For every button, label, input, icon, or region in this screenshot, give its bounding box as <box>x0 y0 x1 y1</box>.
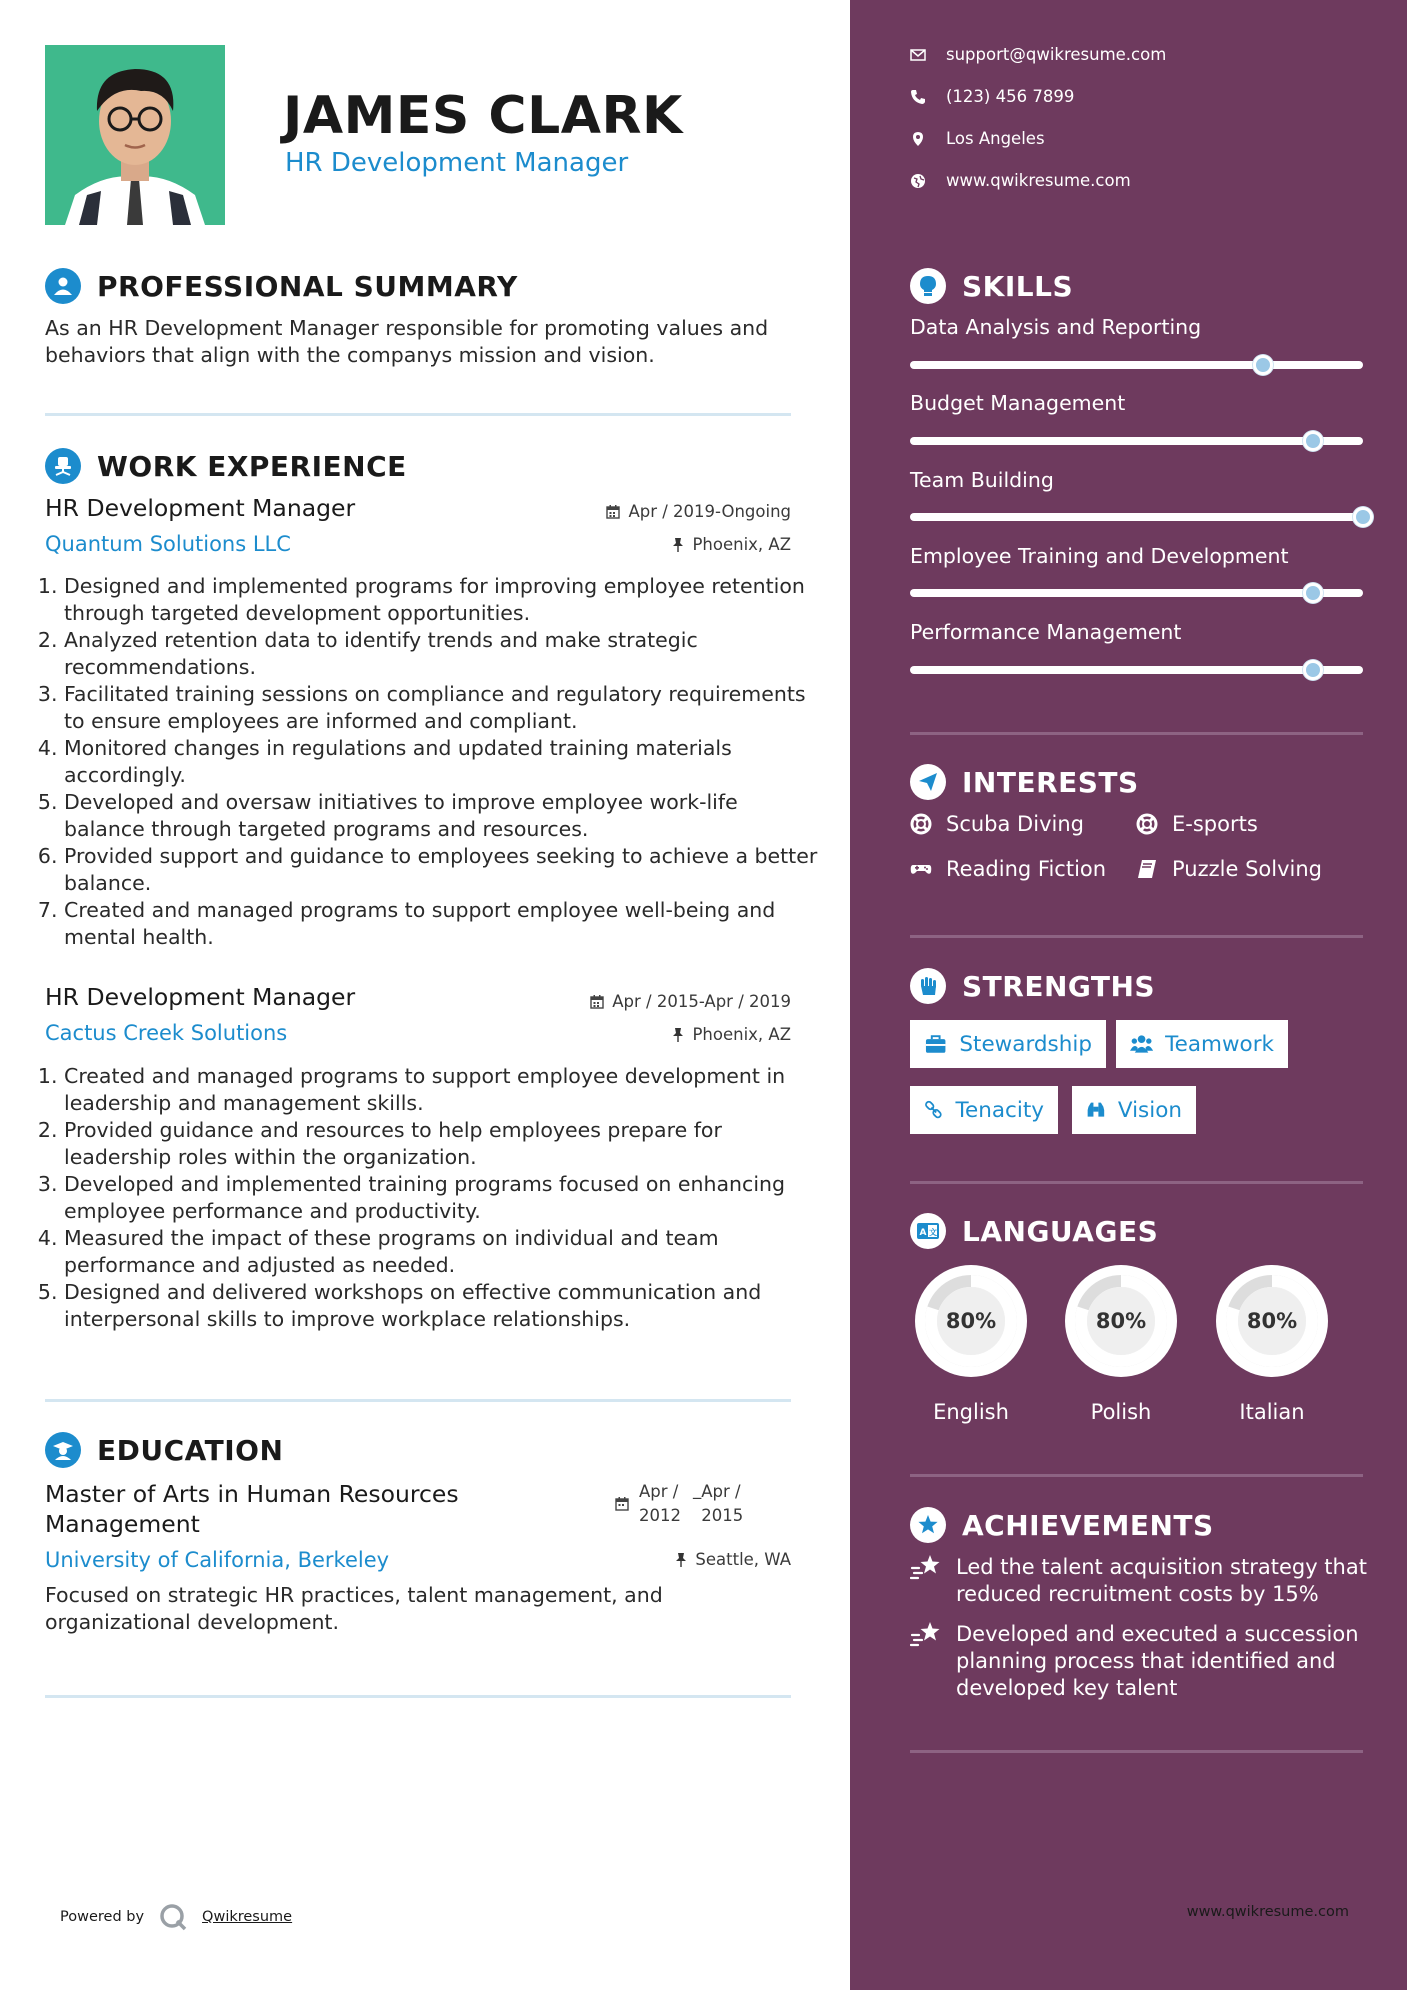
binoculars-icon <box>1086 1098 1106 1122</box>
interest-item <box>1136 857 1322 881</box>
qwikresume-logo-icon <box>158 1902 188 1932</box>
globe-icon <box>910 173 926 189</box>
strength-tag <box>910 1086 1058 1134</box>
skill-level-knob <box>1253 355 1273 375</box>
end-month: Apr / <box>701 1482 741 1501</box>
section-divider <box>910 1181 1363 1184</box>
section-divider <box>910 732 1363 735</box>
education-end <box>693 1480 743 1528</box>
skills-title: SKILLS <box>962 269 1074 303</box>
start-month: Apr / <box>639 1482 679 1501</box>
job-title: HR Development Manager <box>45 983 356 1011</box>
job-company: Quantum Solutions LLC <box>45 532 291 556</box>
interest-item <box>910 857 1106 881</box>
language-gauge <box>1060 1260 1182 1382</box>
achievement-item <box>910 1554 1370 1608</box>
achievements-title: ACHIEVEMENTS <box>962 1508 1214 1542</box>
skill-level-knob <box>1353 507 1373 527</box>
portrait-image <box>45 45 225 225</box>
education-title: EDUCATION <box>97 1433 284 1467</box>
phone-icon <box>910 89 926 105</box>
language-item <box>1211 1260 1333 1424</box>
summary-text: As an HR Development Manager responsible for promoting values and behaviors that align with the companys mission and vision. <box>45 316 769 367</box>
job-location-text: Phoenix, AZ <box>692 535 791 554</box>
list-item: 2. Analyzed retention data to identify trends and make strategic recommendations. <box>64 627 824 681</box>
education-text: Focused on strategic HR practices, talent management, and organizational development. <box>45 1583 663 1634</box>
map-marker-icon <box>910 131 926 147</box>
skill-level-knob <box>1303 660 1323 680</box>
shooting-star-icon <box>910 1552 942 1582</box>
language-item <box>1060 1260 1182 1424</box>
job-location <box>672 1025 791 1044</box>
sidebar <box>850 0 1407 1990</box>
calendar-icon <box>615 1496 629 1511</box>
language-percent: 80% <box>945 1309 997 1333</box>
job-responsibilities <box>38 1063 824 1333</box>
degree-line: Management <box>45 1510 200 1538</box>
education-location <box>675 1550 791 1569</box>
skill-level-knob <box>1303 431 1323 451</box>
list-item: 1. Created and managed programs to support employee development in leadership and management skills. <box>64 1063 824 1117</box>
briefcase-icon <box>924 1032 947 1056</box>
skill-bar <box>910 437 1363 445</box>
users-icon <box>1130 1032 1153 1056</box>
strength-label: Vision <box>1117 1097 1182 1123</box>
star-badge-icon <box>910 1507 946 1543</box>
skill-label: Data Analysis and Reporting <box>910 315 1202 339</box>
location-text: Los Angeles <box>946 129 1045 148</box>
language-percent: 80% <box>1095 1309 1147 1333</box>
interest-label: Scuba Diving <box>946 812 1084 836</box>
education-location-text: Seattle, WA <box>695 1550 791 1569</box>
section-divider <box>910 935 1363 938</box>
paper-plane-icon <box>910 764 946 800</box>
list-item: 2. Provided guidance and resources to help employees prepare for leadership roles within the organization. <box>64 1117 824 1171</box>
user-icon <box>45 268 81 304</box>
strength-tag <box>910 1020 1106 1068</box>
degree-title <box>45 1479 459 1539</box>
interest-item <box>1136 812 1258 836</box>
achievement-text: Developed and executed a succession planning process that identified and developed key talent <box>956 1622 1359 1700</box>
achievement-text: Led the talent acquisition strategy that reduced recruitment costs by 15% <box>956 1555 1367 1606</box>
list-item: 3. Developed and implemented training programs focused on enhancing employee performance and productivity. <box>64 1171 824 1225</box>
skill-label: Employee Training and Development <box>910 544 1289 568</box>
job-company: Cactus Creek Solutions <box>45 1021 288 1045</box>
experience-title: WORK EXPERIENCE <box>97 449 407 483</box>
school-name: University of California, Berkeley <box>45 1548 390 1572</box>
calendar-icon <box>606 504 620 519</box>
list-item: 1. Designed and implemented programs for improving employee retention through targeted development opportunities. <box>64 573 824 627</box>
skill-label: Team Building <box>910 468 1054 492</box>
job-location <box>672 535 791 554</box>
section-divider <box>45 1695 791 1698</box>
strength-tag <box>1116 1020 1288 1068</box>
strength-label: Stewardship <box>959 1031 1092 1057</box>
contact-location <box>910 129 1045 148</box>
skill-bar <box>910 513 1363 521</box>
list-item: 5. Designed and delivered workshops on effective communication and interpersonal skills to improve workplace relationships. <box>64 1279 824 1333</box>
list-item: 4. Measured the impact of these programs on individual and team performance and adjusted as needed. <box>64 1225 824 1279</box>
contact-email[interactable] <box>910 45 1166 64</box>
link-icon <box>924 1098 944 1122</box>
pushpin-icon <box>672 1027 684 1042</box>
candidate-name: JAMES CLARK <box>283 86 683 146</box>
job-dates <box>590 992 791 1011</box>
languages-heading <box>910 1211 1158 1251</box>
lightbulb-icon <box>910 268 946 304</box>
strengths-title: STRENGTHS <box>962 969 1156 1003</box>
start-year: 2012 <box>639 1506 681 1525</box>
contact-phone[interactable] <box>910 87 1074 106</box>
job-dates <box>606 502 791 521</box>
language-name: English <box>933 1400 1009 1424</box>
footer-url[interactable]: www.qwikresume.com <box>1186 1904 1349 1920</box>
strength-tag <box>1072 1086 1196 1134</box>
raised-fist-icon <box>910 968 946 1004</box>
skill-label: Budget Management <box>910 391 1126 415</box>
skill-bar <box>910 666 1363 674</box>
interest-label: Puzzle Solving <box>1172 857 1322 881</box>
gamepad-icon <box>910 858 932 880</box>
contact-website[interactable] <box>910 171 1131 190</box>
skill-label: Performance Management <box>910 620 1182 644</box>
strength-label: Tenacity <box>955 1097 1044 1123</box>
interest-item <box>910 812 1084 836</box>
list-item: 4. Monitored changes in regulations and updated training materials accordingly. <box>64 735 824 789</box>
section-divider <box>910 1474 1363 1477</box>
phone-text: (123) 456 7899 <box>946 87 1075 106</box>
job-dates-text: Apr / 2015-Apr / 2019 <box>612 992 791 1011</box>
powered-by <box>60 1902 292 1932</box>
graduate-icon <box>45 1432 81 1468</box>
date-separator: _ <box>693 1480 702 1499</box>
language-item <box>910 1260 1032 1424</box>
language-name: Polish <box>1090 1400 1152 1424</box>
job-title: HR Development Manager <box>45 494 356 522</box>
achievements-heading <box>910 1505 1214 1545</box>
language-gauge <box>910 1260 1032 1382</box>
language-icon <box>910 1213 946 1249</box>
envelope-icon <box>910 47 926 63</box>
section-divider <box>910 1750 1363 1753</box>
achievement-item <box>910 1621 1370 1702</box>
lifebuoy-icon <box>910 813 932 835</box>
candidate-role: HR Development Manager <box>285 148 629 178</box>
skill-level-knob <box>1303 583 1323 603</box>
list-item: 6. Provided support and guidance to employees seeking to achieve a better balance. <box>64 843 824 897</box>
education-start <box>639 1480 693 1528</box>
svg-text:A: A <box>919 1228 927 1238</box>
education-heading <box>45 1430 283 1470</box>
lifebuoy-icon <box>1136 813 1158 835</box>
strengths-heading <box>910 966 1155 1006</box>
experience-heading <box>45 446 407 486</box>
skills-heading <box>910 266 1073 306</box>
interests-title: INTERESTS <box>962 765 1139 799</box>
website-text: www.qwikresume.com <box>946 171 1131 190</box>
book-icon <box>1136 858 1158 880</box>
pushpin-icon <box>675 1552 687 1567</box>
language-percent: 80% <box>1246 1309 1298 1333</box>
language-gauge <box>1211 1260 1333 1382</box>
job-location-text: Phoenix, AZ <box>692 1025 791 1044</box>
summary-heading <box>45 266 518 306</box>
shooting-star-icon <box>910 1619 942 1649</box>
pushpin-icon <box>672 537 684 552</box>
section-divider <box>45 413 791 416</box>
profile-photo <box>45 45 225 225</box>
skill-bar <box>910 361 1363 369</box>
email-text: support@qwikresume.com <box>946 45 1167 64</box>
powered-by-label: Powered by <box>60 1909 145 1925</box>
education-dates <box>615 1480 743 1528</box>
svg-text:文: 文 <box>929 1228 937 1237</box>
job-responsibilities <box>38 573 824 951</box>
section-divider <box>45 1399 791 1402</box>
strength-label: Teamwork <box>1165 1031 1274 1057</box>
calendar-icon <box>590 994 604 1009</box>
list-item: 3. Facilitated training sessions on compliance and regulatory requirements to ensure employees are informed and compliant. <box>64 681 824 735</box>
language-name: Italian <box>1239 1400 1305 1424</box>
end-year: 2015 <box>701 1506 744 1525</box>
interest-label: E-sports <box>1172 812 1258 836</box>
interest-label: Reading Fiction <box>946 857 1107 881</box>
degree-line: Master of Arts in Human Resources <box>45 1480 459 1508</box>
list-item: 5. Developed and oversaw initiatives to improve employee work-life balance through targeted programs and resources. <box>64 789 824 843</box>
list-item: 7. Created and managed programs to support employee well-being and mental health. <box>64 897 824 951</box>
qwikresume-link[interactable]: Qwikresume <box>202 1909 293 1925</box>
summary-title: PROFESSIONAL SUMMARY <box>97 269 518 303</box>
job-dates-text: Apr / 2019-Ongoing <box>628 502 791 521</box>
office-chair-icon <box>45 448 81 484</box>
interests-heading <box>910 762 1139 802</box>
skill-bar <box>910 589 1363 597</box>
languages-title: LANGUAGES <box>962 1214 1159 1248</box>
